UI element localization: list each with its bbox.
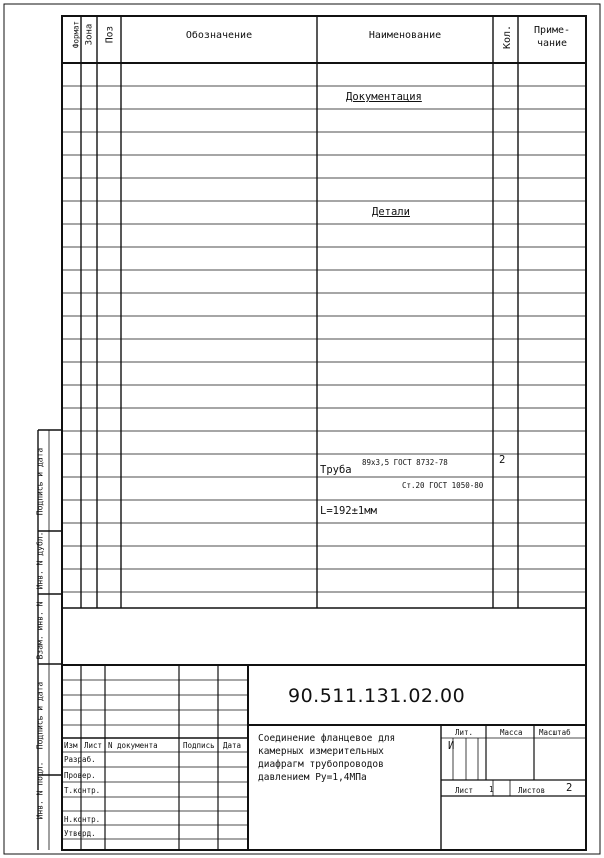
section-documentation: Документация	[346, 91, 422, 103]
tb-sheets-value: 2	[566, 782, 573, 794]
section-details: Детали	[372, 206, 410, 218]
header-designation: Обозначение	[185, 30, 253, 41]
tb-col-izm: Изм	[64, 741, 78, 750]
side-sign-date-1: Подпись и дата	[35, 447, 45, 516]
header-pos: Поз	[104, 25, 116, 44]
tb-masshtab: Масштаб	[539, 728, 571, 737]
title-line-4: давлением Ру=1,4МПа	[258, 772, 367, 783]
tb-sheets-label: Листов	[518, 786, 546, 795]
tb-col-list: Лист	[84, 741, 103, 750]
side-orig-inv: Инв. N подл.	[35, 761, 45, 820]
tb-tkontr: Т.контр.	[64, 786, 101, 795]
tb-sheet-label: Лист	[455, 786, 474, 795]
doc-number: 90.511.131.02.00	[288, 685, 466, 707]
tb-lit: Лит.	[455, 728, 474, 737]
header-qty: Кол.	[502, 24, 513, 50]
header-note: Приме- чание	[533, 25, 571, 49]
header-format: Формат	[71, 20, 81, 49]
pipe-material: Ст.20 ГОСТ 1050-80	[402, 481, 484, 490]
pipe-spec: 89x3,5 ГОСТ 8732-78	[362, 458, 448, 467]
tb-utverd: Утверд.	[64, 829, 96, 838]
frame	[4, 4, 600, 854]
side-dup-inv: Инв. N дубл.	[35, 531, 45, 590]
title-line-1: Соединение фланцевое для	[258, 733, 396, 744]
tb-col-date: Дата	[223, 741, 242, 750]
tb-lit-value: И	[448, 740, 455, 752]
title-line-3: диафрагм трубопроводов	[258, 759, 384, 770]
tb-prover: Провер.	[64, 771, 96, 780]
pipe-qty: 2	[499, 454, 506, 466]
header-zone: Зона	[84, 23, 95, 46]
header-name: Наименование	[368, 30, 442, 41]
side-replace-inv: Взам. инв. N	[35, 601, 45, 660]
title-line-2: камерных измерительных	[258, 746, 384, 757]
side-sign-date-2: Подпись и дата	[35, 681, 45, 750]
pipe-prefix: Труба	[320, 464, 352, 476]
tb-razrab: Разраб.	[64, 755, 96, 764]
tb-col-ndoc: N документа	[108, 741, 158, 750]
tb-nkontr: Н.контр.	[64, 815, 101, 824]
pipe-length: L=192±1мм	[320, 505, 377, 517]
tb-massa: Масса	[500, 728, 523, 737]
tb-col-sign: Подпись	[183, 741, 215, 750]
tb-sheet-value: 1	[489, 785, 494, 794]
